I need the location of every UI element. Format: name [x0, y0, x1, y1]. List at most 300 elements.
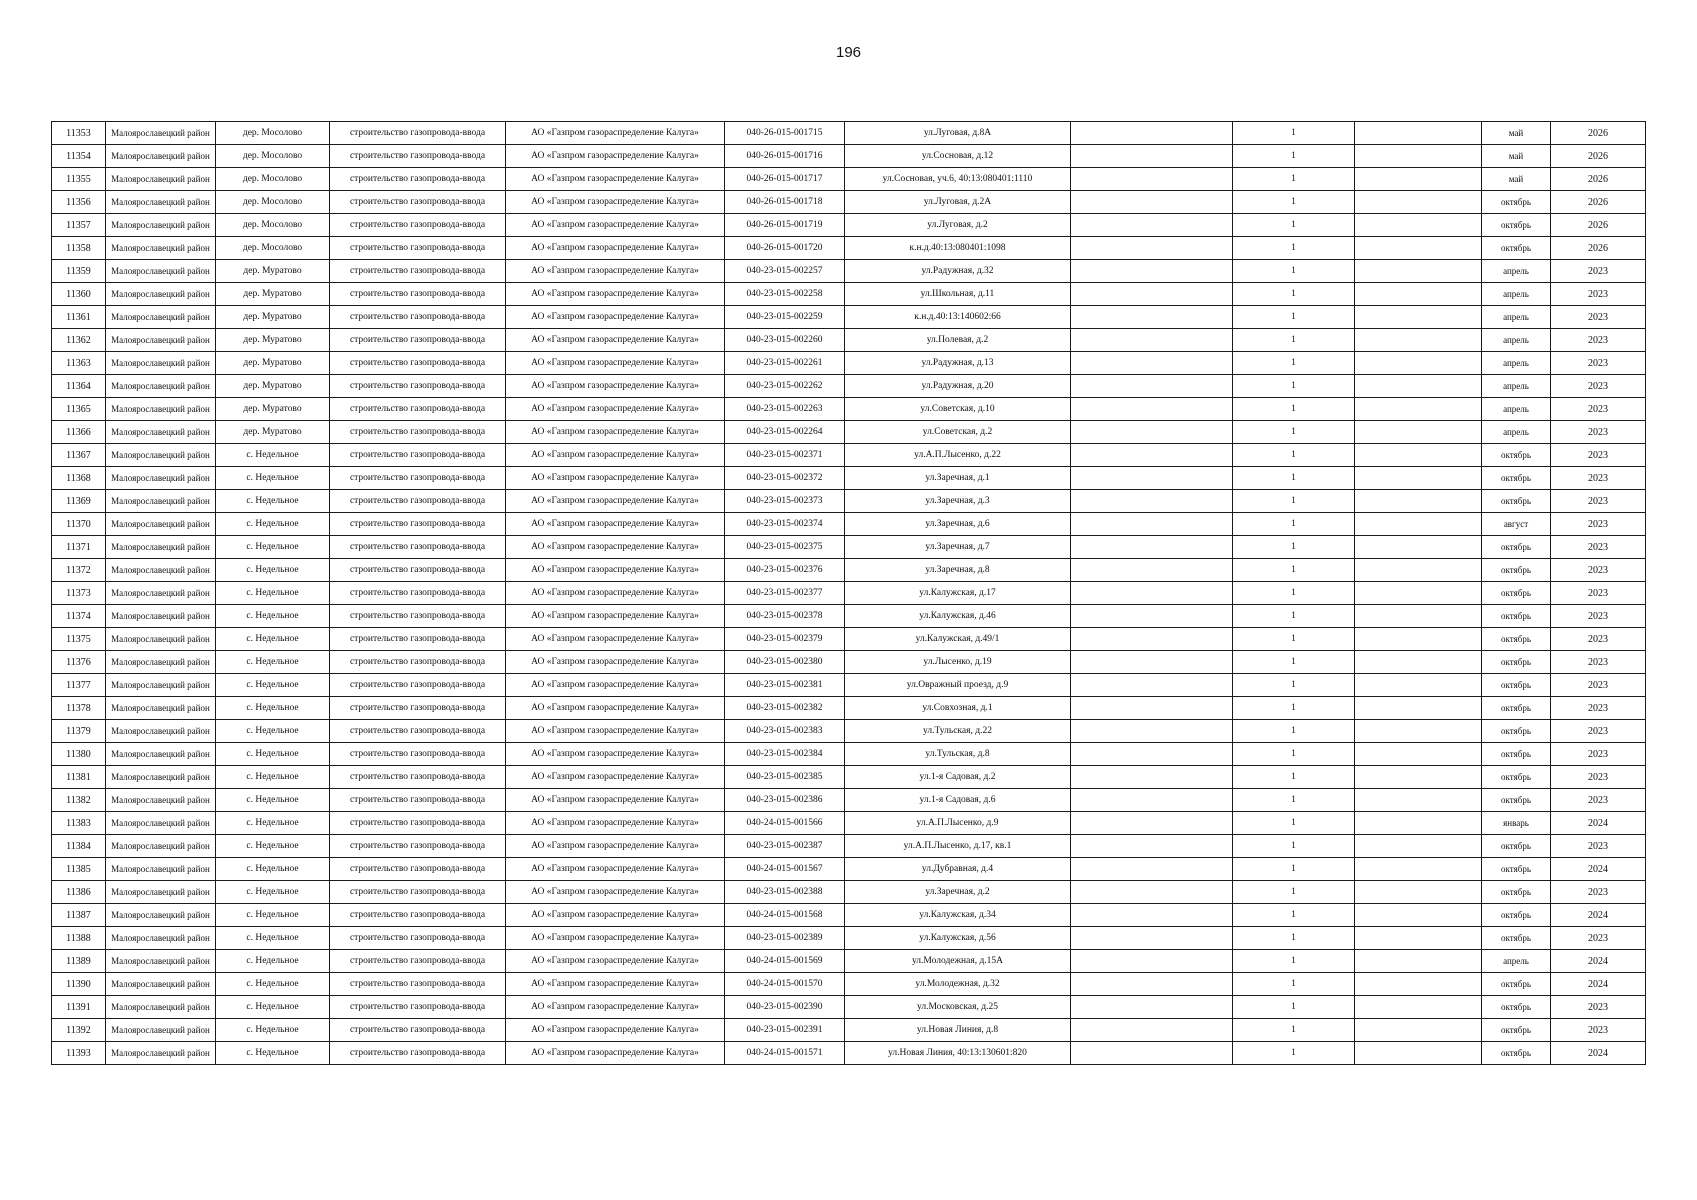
object-code-cell: 040-26-015-001716 — [725, 145, 845, 168]
object-code-cell: 040-23-015-002379 — [725, 628, 845, 651]
district-cell: Малоярославецкий район — [106, 214, 216, 237]
quantity-cell: 1 — [1233, 881, 1355, 904]
organization-cell: АО «Газпром газораспределение Калуга» — [506, 766, 725, 789]
year-cell: 2023 — [1551, 1019, 1646, 1042]
object-code-cell: 040-26-015-001719 — [725, 214, 845, 237]
work-type-cell: строительство газопровода-ввода — [330, 375, 506, 398]
table-row — [52, 927, 1646, 950]
empty-cell — [1071, 950, 1233, 973]
district-cell: Малоярославецкий район — [106, 145, 216, 168]
organization-cell: АО «Газпром газораспределение Калуга» — [506, 145, 725, 168]
row-number-cell: 11383 — [52, 812, 106, 835]
year-cell: 2024 — [1551, 858, 1646, 881]
organization-cell: АО «Газпром газораспределение Калуга» — [506, 352, 725, 375]
year-cell: 2023 — [1551, 789, 1646, 812]
empty-cell — [1355, 329, 1482, 352]
row-number-cell: 11393 — [52, 1042, 106, 1065]
year-cell: 2023 — [1551, 628, 1646, 651]
table-row — [52, 881, 1646, 904]
row-number-cell: 11375 — [52, 628, 106, 651]
district-cell: Малоярославецкий район — [106, 375, 216, 398]
work-type-cell: строительство газопровода-ввода — [330, 352, 506, 375]
table-row — [52, 1042, 1646, 1065]
settlement-cell: с. Недельное — [216, 904, 330, 927]
settlement-cell: дер. Мосолово — [216, 168, 330, 191]
year-cell: 2023 — [1551, 881, 1646, 904]
quantity-cell: 1 — [1233, 697, 1355, 720]
month-cell: апрель — [1482, 421, 1551, 444]
table-row — [52, 306, 1646, 329]
year-cell: 2023 — [1551, 605, 1646, 628]
organization-cell: АО «Газпром газораспределение Калуга» — [506, 467, 725, 490]
empty-cell — [1355, 743, 1482, 766]
address-cell: ул.Новая Линия, д.8 — [845, 1019, 1071, 1042]
quantity-cell: 1 — [1233, 329, 1355, 352]
object-code-cell: 040-23-015-002257 — [725, 260, 845, 283]
empty-cell — [1355, 605, 1482, 628]
work-type-cell: строительство газопровода-ввода — [330, 145, 506, 168]
quantity-cell: 1 — [1233, 812, 1355, 835]
address-cell: ул.Заречная, д.2 — [845, 881, 1071, 904]
empty-cell — [1071, 444, 1233, 467]
quantity-cell: 1 — [1233, 628, 1355, 651]
quantity-cell: 1 — [1233, 950, 1355, 973]
empty-cell — [1071, 720, 1233, 743]
address-cell: ул.Луговая, д.8А — [845, 122, 1071, 145]
district-cell: Малоярославецкий район — [106, 605, 216, 628]
year-cell: 2024 — [1551, 904, 1646, 927]
row-number-cell: 11354 — [52, 145, 106, 168]
object-code-cell: 040-24-015-001567 — [725, 858, 845, 881]
work-type-cell: строительство газопровода-ввода — [330, 835, 506, 858]
district-cell: Малоярославецкий район — [106, 950, 216, 973]
address-cell: ул.Лысенко, д.19 — [845, 651, 1071, 674]
work-type-cell: строительство газопровода-ввода — [330, 858, 506, 881]
district-cell: Малоярославецкий район — [106, 927, 216, 950]
object-code-cell: 040-23-015-002387 — [725, 835, 845, 858]
work-type-cell: строительство газопровода-ввода — [330, 467, 506, 490]
table-row — [52, 467, 1646, 490]
district-cell: Малоярославецкий район — [106, 283, 216, 306]
quantity-cell: 1 — [1233, 237, 1355, 260]
table-row — [52, 191, 1646, 214]
address-cell: ул.Тульская, д.8 — [845, 743, 1071, 766]
month-cell: май — [1482, 122, 1551, 145]
row-number-cell: 11353 — [52, 122, 106, 145]
year-cell: 2026 — [1551, 214, 1646, 237]
address-cell: ул.Сосновая, д.12 — [845, 145, 1071, 168]
month-cell: октябрь — [1482, 536, 1551, 559]
district-cell: Малоярославецкий район — [106, 789, 216, 812]
empty-cell — [1355, 398, 1482, 421]
quantity-cell: 1 — [1233, 168, 1355, 191]
empty-cell — [1071, 1019, 1233, 1042]
row-number-cell: 11361 — [52, 306, 106, 329]
address-cell: ул.Овражный проезд, д.9 — [845, 674, 1071, 697]
empty-cell — [1355, 513, 1482, 536]
month-cell: октябрь — [1482, 559, 1551, 582]
address-cell: ул.Тульская, д.22 — [845, 720, 1071, 743]
row-number-cell: 11368 — [52, 467, 106, 490]
year-cell: 2024 — [1551, 973, 1646, 996]
work-type-cell: строительство газопровода-ввода — [330, 697, 506, 720]
empty-cell — [1355, 122, 1482, 145]
quantity-cell: 1 — [1233, 375, 1355, 398]
year-cell: 2023 — [1551, 513, 1646, 536]
quantity-cell: 1 — [1233, 582, 1355, 605]
month-cell: октябрь — [1482, 766, 1551, 789]
work-type-cell: строительство газопровода-ввода — [330, 283, 506, 306]
object-code-cell: 040-24-015-001569 — [725, 950, 845, 973]
work-type-cell: строительство газопровода-ввода — [330, 191, 506, 214]
work-type-cell: строительство газопровода-ввода — [330, 306, 506, 329]
empty-cell — [1071, 329, 1233, 352]
quantity-cell: 1 — [1233, 835, 1355, 858]
address-cell: ул.Молодежная, д.15А — [845, 950, 1071, 973]
object-code-cell: 040-26-015-001717 — [725, 168, 845, 191]
settlement-cell: с. Недельное — [216, 674, 330, 697]
district-cell: Малоярославецкий район — [106, 973, 216, 996]
district-cell: Малоярославецкий район — [106, 260, 216, 283]
district-cell: Малоярославецкий район — [106, 490, 216, 513]
empty-cell — [1355, 467, 1482, 490]
empty-cell — [1071, 306, 1233, 329]
district-cell: Малоярославецкий район — [106, 697, 216, 720]
month-cell: май — [1482, 168, 1551, 191]
month-cell: октябрь — [1482, 1042, 1551, 1065]
settlement-cell: с. Недельное — [216, 628, 330, 651]
year-cell: 2024 — [1551, 1042, 1646, 1065]
table-row — [52, 766, 1646, 789]
empty-cell — [1355, 628, 1482, 651]
work-type-cell: строительство газопровода-ввода — [330, 582, 506, 605]
address-cell: ул.Молодежная, д.32 — [845, 973, 1071, 996]
work-type-cell: строительство газопровода-ввода — [330, 651, 506, 674]
work-type-cell: строительство газопровода-ввода — [330, 398, 506, 421]
empty-cell — [1071, 835, 1233, 858]
empty-cell — [1071, 674, 1233, 697]
organization-cell: АО «Газпром газораспределение Калуга» — [506, 306, 725, 329]
organization-cell: АО «Газпром газораспределение Калуга» — [506, 421, 725, 444]
address-cell: ул.Дубравная, д.4 — [845, 858, 1071, 881]
address-cell: ул.Сосновая, уч.6, 40:13:080401:1110 — [845, 168, 1071, 191]
work-type-cell: строительство газопровода-ввода — [330, 605, 506, 628]
empty-cell — [1071, 122, 1233, 145]
month-cell: октябрь — [1482, 743, 1551, 766]
table-row — [52, 743, 1646, 766]
work-type-cell: строительство газопровода-ввода — [330, 122, 506, 145]
settlement-cell: с. Недельное — [216, 766, 330, 789]
row-number-cell: 11390 — [52, 973, 106, 996]
row-number-cell: 11389 — [52, 950, 106, 973]
month-cell: октябрь — [1482, 881, 1551, 904]
object-code-cell: 040-23-015-002378 — [725, 605, 845, 628]
month-cell: апрель — [1482, 398, 1551, 421]
empty-cell — [1355, 697, 1482, 720]
year-cell: 2023 — [1551, 559, 1646, 582]
empty-cell — [1071, 559, 1233, 582]
year-cell: 2026 — [1551, 168, 1646, 191]
settlement-cell: с. Недельное — [216, 789, 330, 812]
month-cell: апрель — [1482, 329, 1551, 352]
object-code-cell: 040-23-015-002380 — [725, 651, 845, 674]
quantity-cell: 1 — [1233, 927, 1355, 950]
table-row — [52, 697, 1646, 720]
object-code-cell: 040-23-015-002382 — [725, 697, 845, 720]
object-code-cell: 040-23-015-002383 — [725, 720, 845, 743]
object-code-cell: 040-24-015-001566 — [725, 812, 845, 835]
district-cell: Малоярославецкий район — [106, 444, 216, 467]
month-cell: октябрь — [1482, 674, 1551, 697]
month-cell: октябрь — [1482, 904, 1551, 927]
empty-cell — [1071, 168, 1233, 191]
organization-cell: АО «Газпром газораспределение Калуга» — [506, 398, 725, 421]
object-code-cell: 040-26-015-001715 — [725, 122, 845, 145]
year-cell: 2023 — [1551, 720, 1646, 743]
table-row — [52, 283, 1646, 306]
work-type-cell: строительство газопровода-ввода — [330, 973, 506, 996]
address-cell: ул.Советская, д.10 — [845, 398, 1071, 421]
settlement-cell: с. Недельное — [216, 743, 330, 766]
organization-cell: АО «Газпром газораспределение Калуга» — [506, 1019, 725, 1042]
empty-cell — [1355, 559, 1482, 582]
settlement-cell: с. Недельное — [216, 835, 330, 858]
empty-cell — [1355, 720, 1482, 743]
year-cell: 2023 — [1551, 329, 1646, 352]
table-row — [52, 352, 1646, 375]
settlement-cell: с. Недельное — [216, 996, 330, 1019]
year-cell: 2024 — [1551, 812, 1646, 835]
empty-cell — [1071, 352, 1233, 375]
district-cell: Малоярославецкий район — [106, 191, 216, 214]
work-type-cell: строительство газопровода-ввода — [330, 513, 506, 536]
row-number-cell: 11363 — [52, 352, 106, 375]
district-cell: Малоярославецкий район — [106, 329, 216, 352]
month-cell: октябрь — [1482, 858, 1551, 881]
district-cell: Малоярославецкий район — [106, 122, 216, 145]
address-cell: к.н.д.40:13:080401:1098 — [845, 237, 1071, 260]
object-code-cell: 040-23-015-002258 — [725, 283, 845, 306]
quantity-cell: 1 — [1233, 306, 1355, 329]
district-cell: Малоярославецкий район — [106, 651, 216, 674]
empty-cell — [1355, 145, 1482, 168]
quantity-cell: 1 — [1233, 1019, 1355, 1042]
table-row — [52, 973, 1646, 996]
empty-cell — [1071, 283, 1233, 306]
table-row — [52, 582, 1646, 605]
district-cell: Малоярославецкий район — [106, 881, 216, 904]
row-number-cell: 11380 — [52, 743, 106, 766]
empty-cell — [1355, 214, 1482, 237]
settlement-cell: дер. Муратово — [216, 398, 330, 421]
table-row — [52, 812, 1646, 835]
object-code-cell: 040-23-015-002377 — [725, 582, 845, 605]
work-type-cell: строительство газопровода-ввода — [330, 789, 506, 812]
empty-cell — [1355, 237, 1482, 260]
address-cell: ул.Калужская, д.17 — [845, 582, 1071, 605]
empty-cell — [1355, 375, 1482, 398]
quantity-cell: 1 — [1233, 1042, 1355, 1065]
settlement-cell: с. Недельное — [216, 858, 330, 881]
organization-cell: АО «Газпром газораспределение Калуга» — [506, 582, 725, 605]
settlement-cell: дер. Мосолово — [216, 237, 330, 260]
object-code-cell: 040-24-015-001571 — [725, 1042, 845, 1065]
year-cell: 2023 — [1551, 306, 1646, 329]
row-number-cell: 11387 — [52, 904, 106, 927]
empty-cell — [1071, 191, 1233, 214]
settlement-cell: дер. Муратово — [216, 260, 330, 283]
quantity-cell: 1 — [1233, 651, 1355, 674]
table-row — [52, 490, 1646, 513]
object-code-cell: 040-23-015-002263 — [725, 398, 845, 421]
work-type-cell: строительство газопровода-ввода — [330, 168, 506, 191]
empty-cell — [1355, 444, 1482, 467]
organization-cell: АО «Газпром газораспределение Калуга» — [506, 605, 725, 628]
empty-cell — [1071, 904, 1233, 927]
row-number-cell: 11355 — [52, 168, 106, 191]
year-cell: 2023 — [1551, 398, 1646, 421]
object-code-cell: 040-23-015-002264 — [725, 421, 845, 444]
quantity-cell: 1 — [1233, 904, 1355, 927]
settlement-cell: с. Недельное — [216, 1042, 330, 1065]
table-body — [52, 122, 1646, 1065]
page-number: 196 — [835, 44, 862, 61]
table-row — [52, 444, 1646, 467]
year-cell: 2023 — [1551, 766, 1646, 789]
work-type-cell: строительство газопровода-ввода — [330, 237, 506, 260]
table-row — [52, 260, 1646, 283]
district-cell: Малоярославецкий район — [106, 996, 216, 1019]
work-type-cell: строительство газопровода-ввода — [330, 559, 506, 582]
object-code-cell: 040-23-015-002372 — [725, 467, 845, 490]
row-number-cell: 11388 — [52, 927, 106, 950]
quantity-cell: 1 — [1233, 214, 1355, 237]
month-cell: октябрь — [1482, 789, 1551, 812]
organization-cell: АО «Газпром газораспределение Калуга» — [506, 122, 725, 145]
settlement-cell: с. Недельное — [216, 1019, 330, 1042]
work-type-cell: строительство газопровода-ввода — [330, 904, 506, 927]
month-cell: май — [1482, 145, 1551, 168]
object-code-cell: 040-23-015-002375 — [725, 536, 845, 559]
year-cell: 2026 — [1551, 122, 1646, 145]
table-row — [52, 904, 1646, 927]
empty-cell — [1355, 766, 1482, 789]
district-cell: Малоярославецкий район — [106, 582, 216, 605]
organization-cell: АО «Газпром газораспределение Калуга» — [506, 329, 725, 352]
settlement-cell: с. Недельное — [216, 536, 330, 559]
object-code-cell: 040-23-015-002381 — [725, 674, 845, 697]
table-row — [52, 145, 1646, 168]
empty-cell — [1071, 237, 1233, 260]
empty-cell — [1355, 536, 1482, 559]
work-type-cell: строительство газопровода-ввода — [330, 536, 506, 559]
row-number-cell: 11391 — [52, 996, 106, 1019]
object-code-cell: 040-23-015-002371 — [725, 444, 845, 467]
empty-cell — [1355, 421, 1482, 444]
address-cell: ул.Заречная, д.3 — [845, 490, 1071, 513]
month-cell: апрель — [1482, 260, 1551, 283]
month-cell: октябрь — [1482, 1019, 1551, 1042]
quantity-cell: 1 — [1233, 743, 1355, 766]
address-cell: ул.Заречная, д.1 — [845, 467, 1071, 490]
address-cell: ул.Калужская, д.34 — [845, 904, 1071, 927]
district-cell: Малоярославецкий район — [106, 1019, 216, 1042]
object-code-cell: 040-26-015-001718 — [725, 191, 845, 214]
month-cell: октябрь — [1482, 973, 1551, 996]
address-cell: к.н.д.40:13:140602:66 — [845, 306, 1071, 329]
row-number-cell: 11369 — [52, 490, 106, 513]
organization-cell: АО «Газпром газораспределение Калуга» — [506, 191, 725, 214]
empty-cell — [1355, 283, 1482, 306]
settlement-cell: с. Недельное — [216, 582, 330, 605]
year-cell: 2023 — [1551, 375, 1646, 398]
empty-cell — [1355, 168, 1482, 191]
row-number-cell: 11372 — [52, 559, 106, 582]
organization-cell: АО «Газпром газораспределение Калуга» — [506, 513, 725, 536]
organization-cell: АО «Газпром газораспределение Калуга» — [506, 375, 725, 398]
year-cell: 2026 — [1551, 191, 1646, 214]
year-cell: 2023 — [1551, 283, 1646, 306]
year-cell: 2023 — [1551, 651, 1646, 674]
object-code-cell: 040-24-015-001570 — [725, 973, 845, 996]
organization-cell: АО «Газпром газораспределение Калуга» — [506, 168, 725, 191]
year-cell: 2023 — [1551, 421, 1646, 444]
quantity-cell: 1 — [1233, 444, 1355, 467]
empty-cell — [1071, 260, 1233, 283]
year-cell: 2023 — [1551, 996, 1646, 1019]
address-cell: ул.А.П.Лысенко, д.9 — [845, 812, 1071, 835]
address-cell: ул.1-я Садовая, д.6 — [845, 789, 1071, 812]
month-cell: октябрь — [1482, 996, 1551, 1019]
empty-cell — [1071, 789, 1233, 812]
quantity-cell: 1 — [1233, 352, 1355, 375]
row-number-cell: 11374 — [52, 605, 106, 628]
row-number-cell: 11359 — [52, 260, 106, 283]
row-number-cell: 11376 — [52, 651, 106, 674]
row-number-cell: 11385 — [52, 858, 106, 881]
organization-cell: АО «Газпром газораспределение Калуга» — [506, 881, 725, 904]
address-cell: ул.А.П.Лысенко, д.22 — [845, 444, 1071, 467]
work-type-cell: строительство газопровода-ввода — [330, 766, 506, 789]
settlement-cell: дер. Муратово — [216, 352, 330, 375]
row-number-cell: 11364 — [52, 375, 106, 398]
empty-cell — [1355, 674, 1482, 697]
year-cell: 2023 — [1551, 490, 1646, 513]
work-type-cell: строительство газопровода-ввода — [330, 996, 506, 1019]
row-number-cell: 11386 — [52, 881, 106, 904]
month-cell: январь — [1482, 812, 1551, 835]
row-number-cell: 11384 — [52, 835, 106, 858]
empty-cell — [1071, 467, 1233, 490]
empty-cell — [1071, 927, 1233, 950]
table-row — [52, 513, 1646, 536]
object-code-cell: 040-23-015-002374 — [725, 513, 845, 536]
settlement-cell: с. Недельное — [216, 927, 330, 950]
month-cell: октябрь — [1482, 835, 1551, 858]
quantity-cell: 1 — [1233, 145, 1355, 168]
empty-cell — [1355, 904, 1482, 927]
year-cell: 2023 — [1551, 582, 1646, 605]
year-cell: 2023 — [1551, 352, 1646, 375]
empty-cell — [1355, 260, 1482, 283]
object-code-cell: 040-23-015-002260 — [725, 329, 845, 352]
object-code-cell: 040-23-015-002376 — [725, 559, 845, 582]
table-row — [52, 214, 1646, 237]
gasification-table — [51, 121, 1646, 1065]
work-type-cell: строительство газопровода-ввода — [330, 743, 506, 766]
empty-cell — [1071, 536, 1233, 559]
month-cell: апрель — [1482, 283, 1551, 306]
